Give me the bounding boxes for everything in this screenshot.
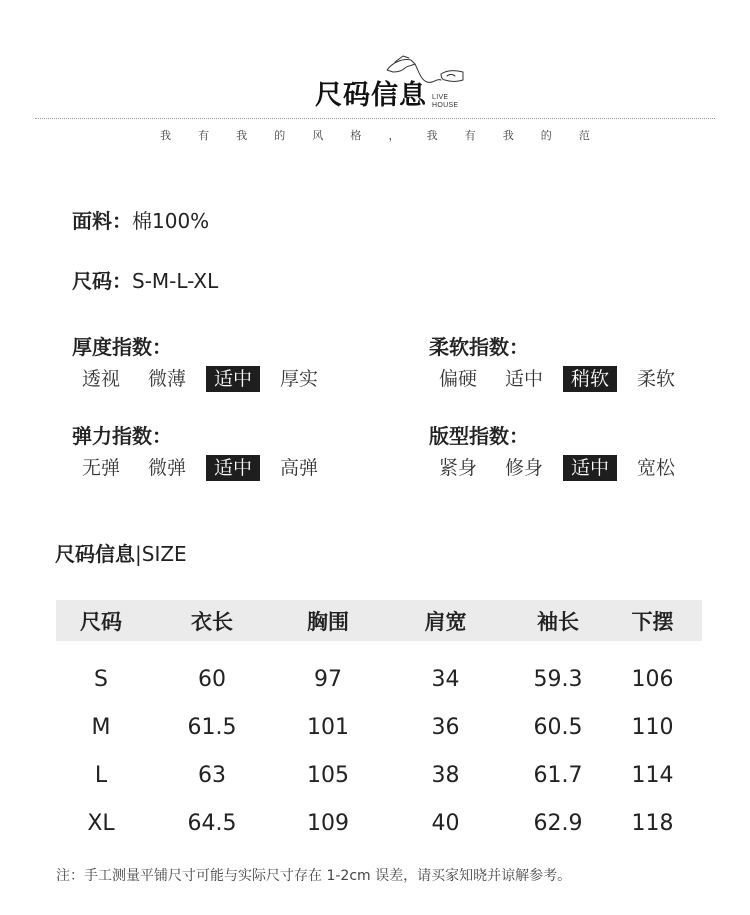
motto-char: 的 — [540, 129, 552, 142]
option-chip: 宽松 — [637, 457, 676, 479]
fabric-label: 面料： — [72, 209, 132, 233]
table-cell: 61.5 — [187, 714, 237, 740]
table-header-cell: 尺码 — [80, 609, 122, 634]
table-cell: 60.5 — [533, 714, 583, 740]
option-chip: 微薄 — [148, 368, 187, 390]
option-chip: 透视 — [82, 368, 121, 390]
table-header-cell: 衣长 — [191, 609, 233, 634]
fit-options — [431, 455, 695, 481]
thickness-options — [74, 366, 338, 392]
fabric-value: 棉100% — [132, 209, 210, 233]
table-cell: L — [94, 762, 108, 788]
option-chip-selected: 适中 — [206, 455, 260, 481]
size-section-title-en: SIZE — [141, 542, 187, 566]
size-section-title — [55, 540, 187, 568]
option-chip: 适中 — [505, 368, 544, 390]
elasticity-index — [72, 423, 338, 481]
softness-index — [429, 334, 695, 392]
motto-char: 我 — [160, 129, 171, 142]
table-row — [56, 751, 702, 799]
table-cell: 36 — [431, 714, 460, 740]
live-house-logo — [432, 94, 458, 110]
table-header-cell: 下摆 — [631, 609, 674, 634]
size-spec — [72, 268, 218, 294]
table-cell: 62.9 — [533, 810, 583, 836]
motto-char: 风 — [312, 129, 324, 142]
table-cell: 118 — [631, 810, 674, 836]
option-chip: 修身 — [505, 457, 544, 479]
thickness-index — [72, 334, 338, 392]
option-chip: 紧身 — [439, 457, 478, 479]
table-body — [56, 655, 702, 847]
size-label: 尺码： — [72, 269, 132, 293]
motto-char: 我 — [236, 129, 248, 142]
table-cell: 64.5 — [187, 810, 237, 836]
table-row — [56, 799, 702, 847]
option-chip: 无弹 — [82, 457, 121, 479]
table-header-row — [56, 600, 702, 641]
table-cell: 109 — [307, 810, 349, 836]
measurement-note: 注：手工测量平铺尺寸可能与实际尺寸存在 1-2cm 误差，请买家知晓并谅解参考。 — [56, 868, 572, 884]
fabric-spec — [72, 208, 209, 234]
table-row — [56, 655, 702, 703]
size-section-title-cn: 尺码信息 — [55, 542, 135, 566]
size-section-title-sep: | — [135, 542, 142, 566]
table-cell: XL — [87, 810, 115, 836]
table-header-cell: 胸围 — [307, 609, 349, 634]
fit-index — [429, 423, 695, 481]
elasticity-options — [74, 455, 338, 481]
table-header-cell: 袖长 — [537, 609, 579, 634]
table-cell: S — [94, 666, 108, 692]
table-cell: 110 — [631, 714, 674, 740]
table-cell: 105 — [307, 762, 349, 788]
table-cell: 34 — [431, 666, 460, 692]
option-chip-selected: 适中 — [563, 455, 617, 481]
table-cell: 40 — [431, 810, 460, 836]
motto-char: ， — [388, 129, 400, 142]
table-cell: 97 — [314, 666, 342, 692]
option-chip: 柔软 — [637, 368, 676, 390]
option-chip: 高弹 — [280, 457, 319, 479]
motto-char: 格 — [350, 129, 362, 142]
motto-char: 有 — [464, 129, 476, 142]
option-chip-selected: 适中 — [206, 366, 260, 392]
table-header-cell: 肩宽 — [424, 609, 467, 634]
elasticity-index-title: 弹力指数： — [72, 424, 172, 448]
size-value: S-M-L-XL — [132, 269, 219, 293]
table-cell: 63 — [198, 762, 226, 788]
softness-index-title: 柔软指数： — [429, 335, 529, 359]
motto-char: 的 — [274, 129, 286, 142]
table-cell: 114 — [631, 762, 674, 788]
motto-char: 有 — [198, 129, 210, 142]
page-title: 尺码信息 — [315, 80, 427, 111]
motto — [160, 127, 590, 143]
motto-char: 我 — [502, 129, 514, 142]
table-cell: M — [91, 714, 111, 740]
logo-text-line1: LIVE — [432, 94, 449, 101]
motto-char: 范 — [578, 129, 590, 142]
thickness-index-title: 厚度指数： — [72, 335, 172, 359]
table-row — [56, 703, 702, 751]
table-cell: 60 — [198, 666, 226, 692]
dotted-divider — [35, 118, 715, 119]
softness-options — [431, 366, 695, 392]
table-cell: 38 — [431, 762, 460, 788]
fit-index-title: 版型指数： — [429, 424, 529, 448]
table-cell: 101 — [307, 714, 349, 740]
option-chip: 偏硬 — [439, 368, 478, 390]
table-cell: 106 — [631, 666, 674, 692]
table-cell: 61.7 — [533, 762, 583, 788]
option-chip-selected: 稍软 — [563, 366, 617, 392]
option-chip: 微弹 — [148, 457, 187, 479]
size-table — [56, 600, 702, 847]
logo-text-line2: HOUSE — [432, 102, 459, 109]
table-cell: 59.3 — [533, 666, 583, 692]
motto-char: 我 — [426, 129, 438, 142]
option-chip: 厚实 — [280, 368, 319, 390]
